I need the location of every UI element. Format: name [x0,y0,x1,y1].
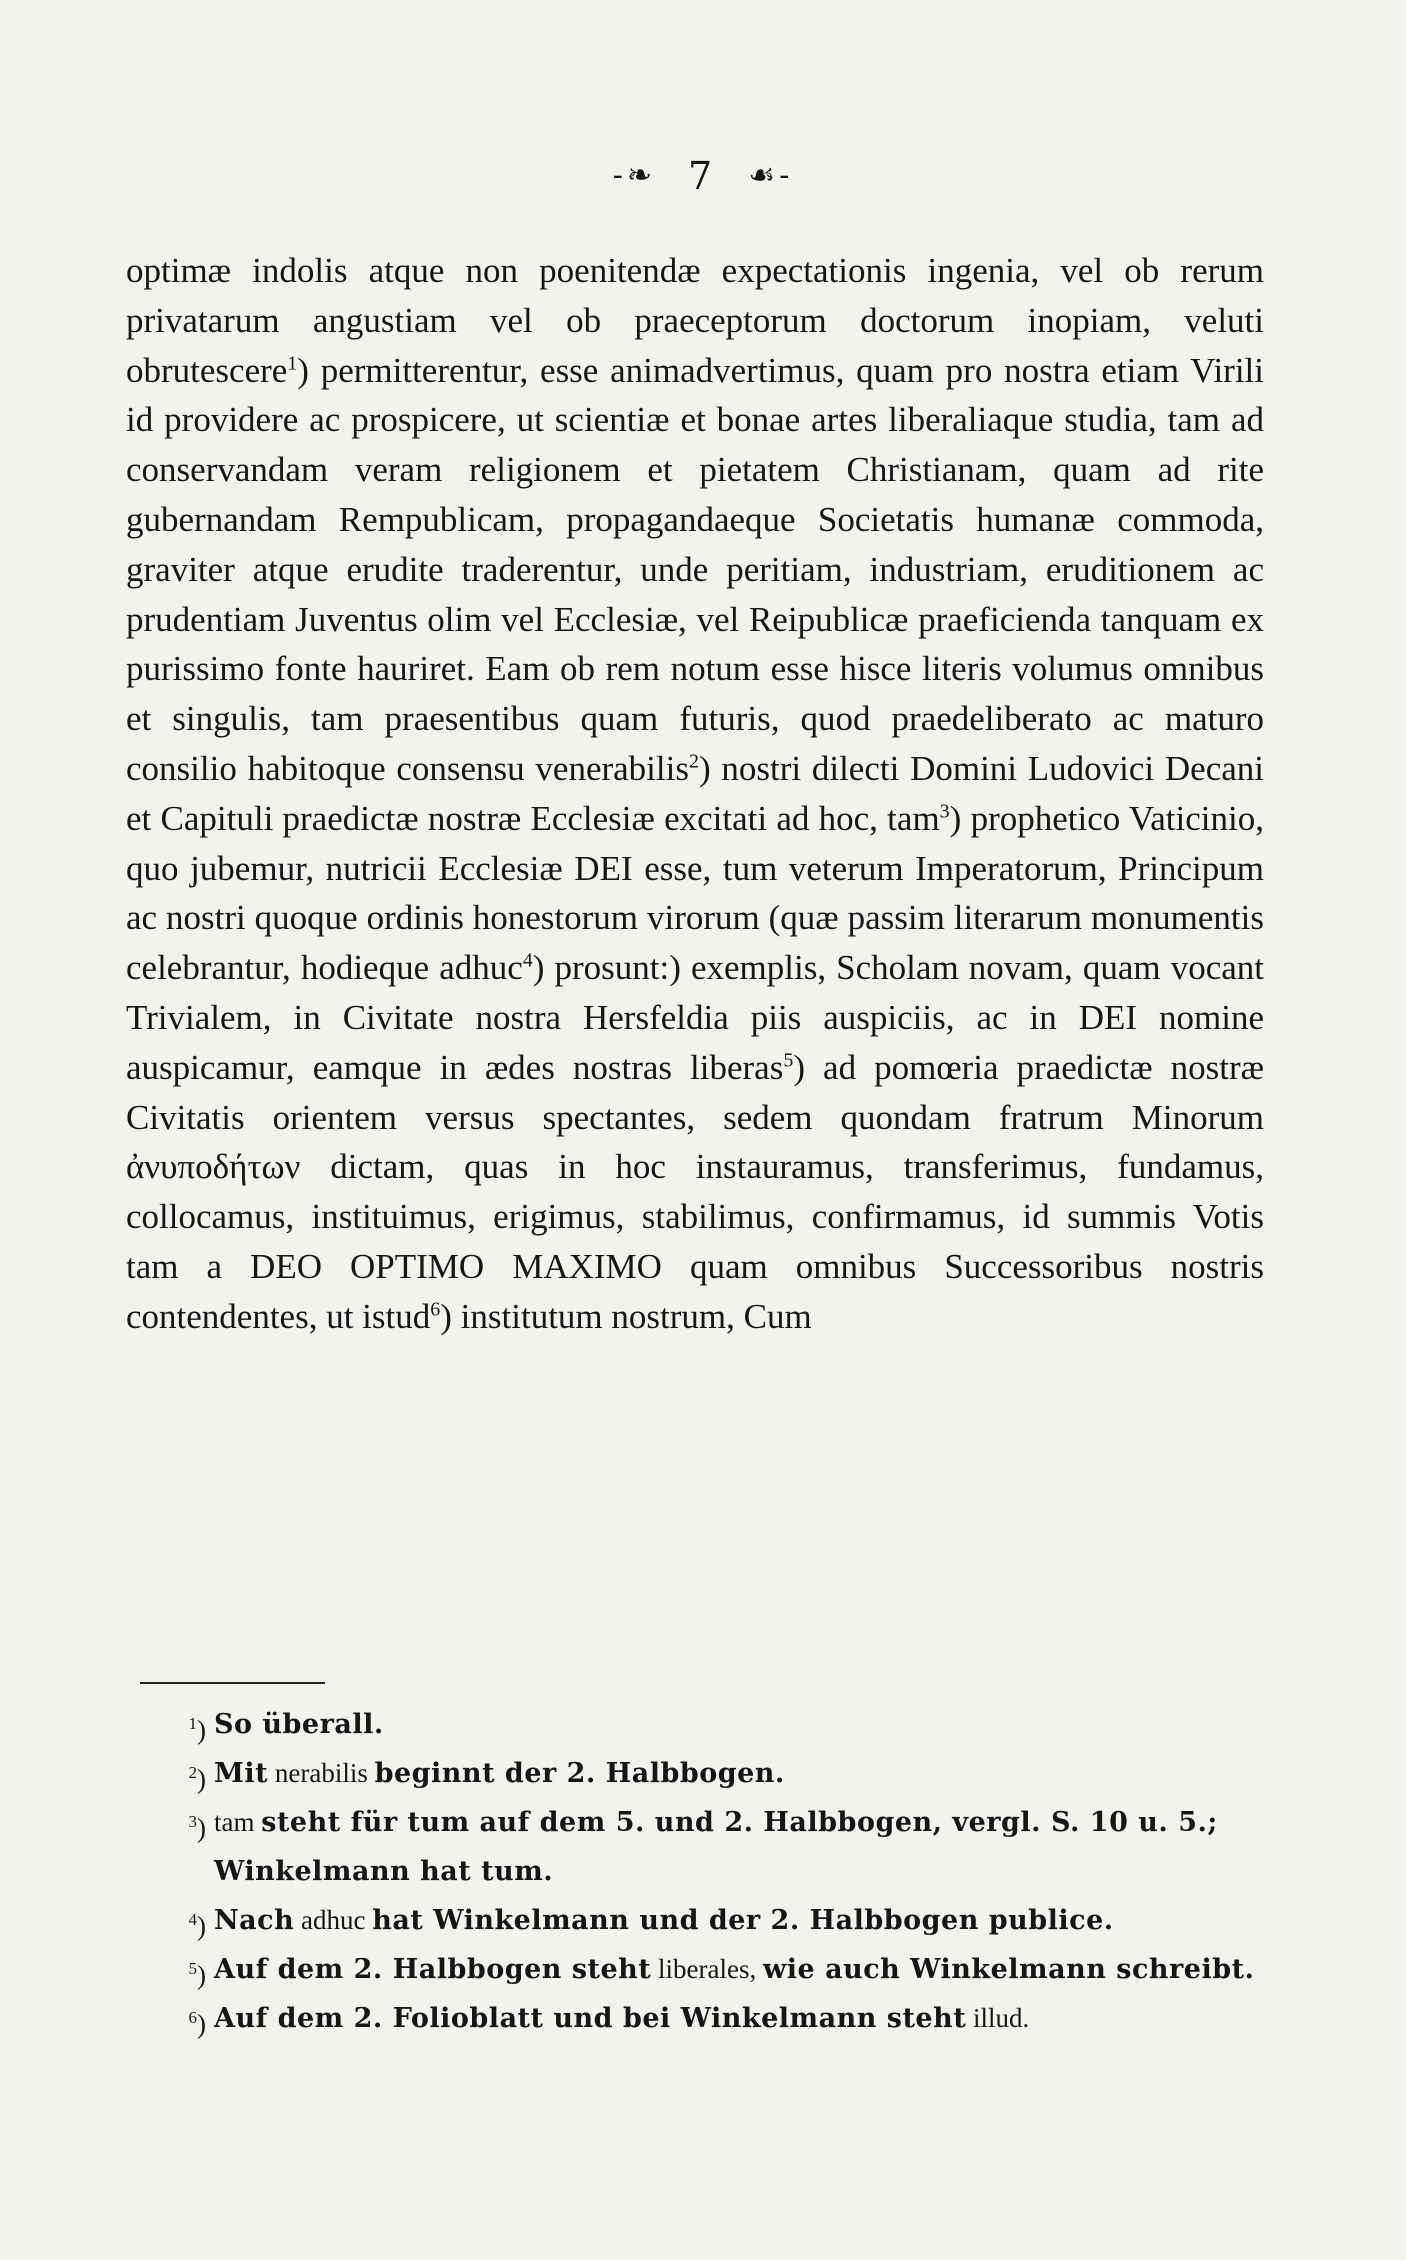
footnote-ref: 2 [688,750,699,773]
footnote-latin: illud. [972,2003,1030,2033]
footnote-ref: 4 [522,949,533,972]
ornament-right-icon: ☙- [748,158,794,193]
footnote-divider [140,1682,325,1684]
footnote-latin: nerabilis [274,1758,368,1788]
footnote-text: Auf dem 2. Folioblatt und bei Winkelmann steht [214,2003,967,2034]
footnote-text: Mit [214,1758,269,1789]
ornament-left-icon: -❧ [612,158,657,193]
footnote-text: Auf dem 2. Halbbogen steht [214,1954,652,1985]
page-number: 7 [688,153,717,198]
text-segment: ) institutum nostrum, Cum [440,1296,812,1336]
footnote-3 [188,1798,1274,1896]
footnote-4 [188,1896,1274,1945]
footnote-ref: 5 [783,1049,794,1072]
text-segment: ) ad pomœria praedictæ nostræ Civitatis orientem versus spectantes, sedem quondam fratrum Minorum ἀνυποδήτων dictam, quas in hoc instauramus, transferimus, fundamus, collocamus, instituimus, erigimus, stabilimus, confirmamus, id summis Votis tam a DEO OPTIMO MAXIMO quam omnibus Successoribus nostris contendentes, ut istud [126,1047,1264,1336]
footnote-mark: $^4$) [188,1910,206,1941]
footnote-mark: $^1$) [188,1714,206,1745]
text-segment: ) permitterentur, esse animadvertimus, quam pro nostra etiam Virili id providere ac prospicere, ut scientiæ et bonae artes liberaliaque studia, tam ad conservandam veram religionem et pietatem Christianam, quam ad rite gubernandam Rempublicam, propagandaeque Societatis humanæ commoda, graviter atque erudite traderentur, unde peritiam, industriam, eruditionem ac prudentiam Juventus olim vel Ecclesiæ, vel Reipublicæ praeficienda tanquam ex purissimo fonte hauriret. Eam ob rem notum esse hisce literis volumus omnibus et singulis, tam praesentibus quam futuris, quod praedeliberato ac maturo consilio habitoque consensu venerabilis [126,350,1264,788]
text-segment: ) nostri dilecti Domini Ludovici Decani et Capituli praedictæ nostræ Ecclesiæ excitati ad hoc, tam [126,748,1264,838]
footnote-text: So überall. [214,1709,384,1740]
footnote-ref: 6 [430,1298,441,1321]
footnote-mark: $^2$) [188,1763,206,1794]
footnote-ref: 3 [939,800,950,823]
main-latin-text [126,246,1264,1342]
footnote-ref: 1 [287,351,298,374]
footnote-text: steht für tum auf dem 5. und 2. Halbbogen, vergl. S. 10 u. 5.; Winkelmann hat tum. [214,1807,1218,1887]
footnote-2 [188,1749,1274,1798]
footnote-latin: liberales, [658,1954,757,1984]
footnote-text: hat Winkelmann und der 2. Halbbogen publice. [372,1905,1114,1936]
page-header [0,150,1406,198]
footnote-latin: adhuc [301,1905,366,1935]
footnote-5 [188,1945,1274,1994]
footnote-latin: tam [214,1807,255,1837]
text-segment: ) prophetico Vaticinio, quo jubemur, nutricii Ecclesiæ DEI esse, tum veterum Imperatorum, Principum ac nostri quoque ordinis honestorum virorum (quæ passim literarum monumentis celebrantur, hodieque adhuc [126,798,1264,988]
footnote-text: Nach [214,1905,295,1936]
footnote-mark: $^3$) [188,1812,206,1843]
footnote-1 [188,1700,1274,1749]
footnotes [188,1700,1274,2043]
footnote-mark: $^5$) [188,1959,206,1990]
footnote-mark: $^6$) [188,2008,206,2039]
text-segment: optimæ indolis atque non poenitendæ expectationis ingenia, vel ob rerum privatarum angustiam vel ob praeceptorum doctorum inopiam, veluti obrutescere [126,251,1264,390]
footnote-text: wie auch Winkelmann schreibt. [763,1954,1255,1985]
footnote-text: beginnt der 2. Halbbogen. [374,1758,785,1789]
text-segment: ) prosunt:) exemplis, Scholam novam, quam vocant Trivialem, in Civitate nostra Hersfeldia piis auspiciis, ac in DEI nomine auspicamur, eamque in ædes nostras liberas [126,948,1264,1087]
footnote-6 [188,1994,1274,2043]
